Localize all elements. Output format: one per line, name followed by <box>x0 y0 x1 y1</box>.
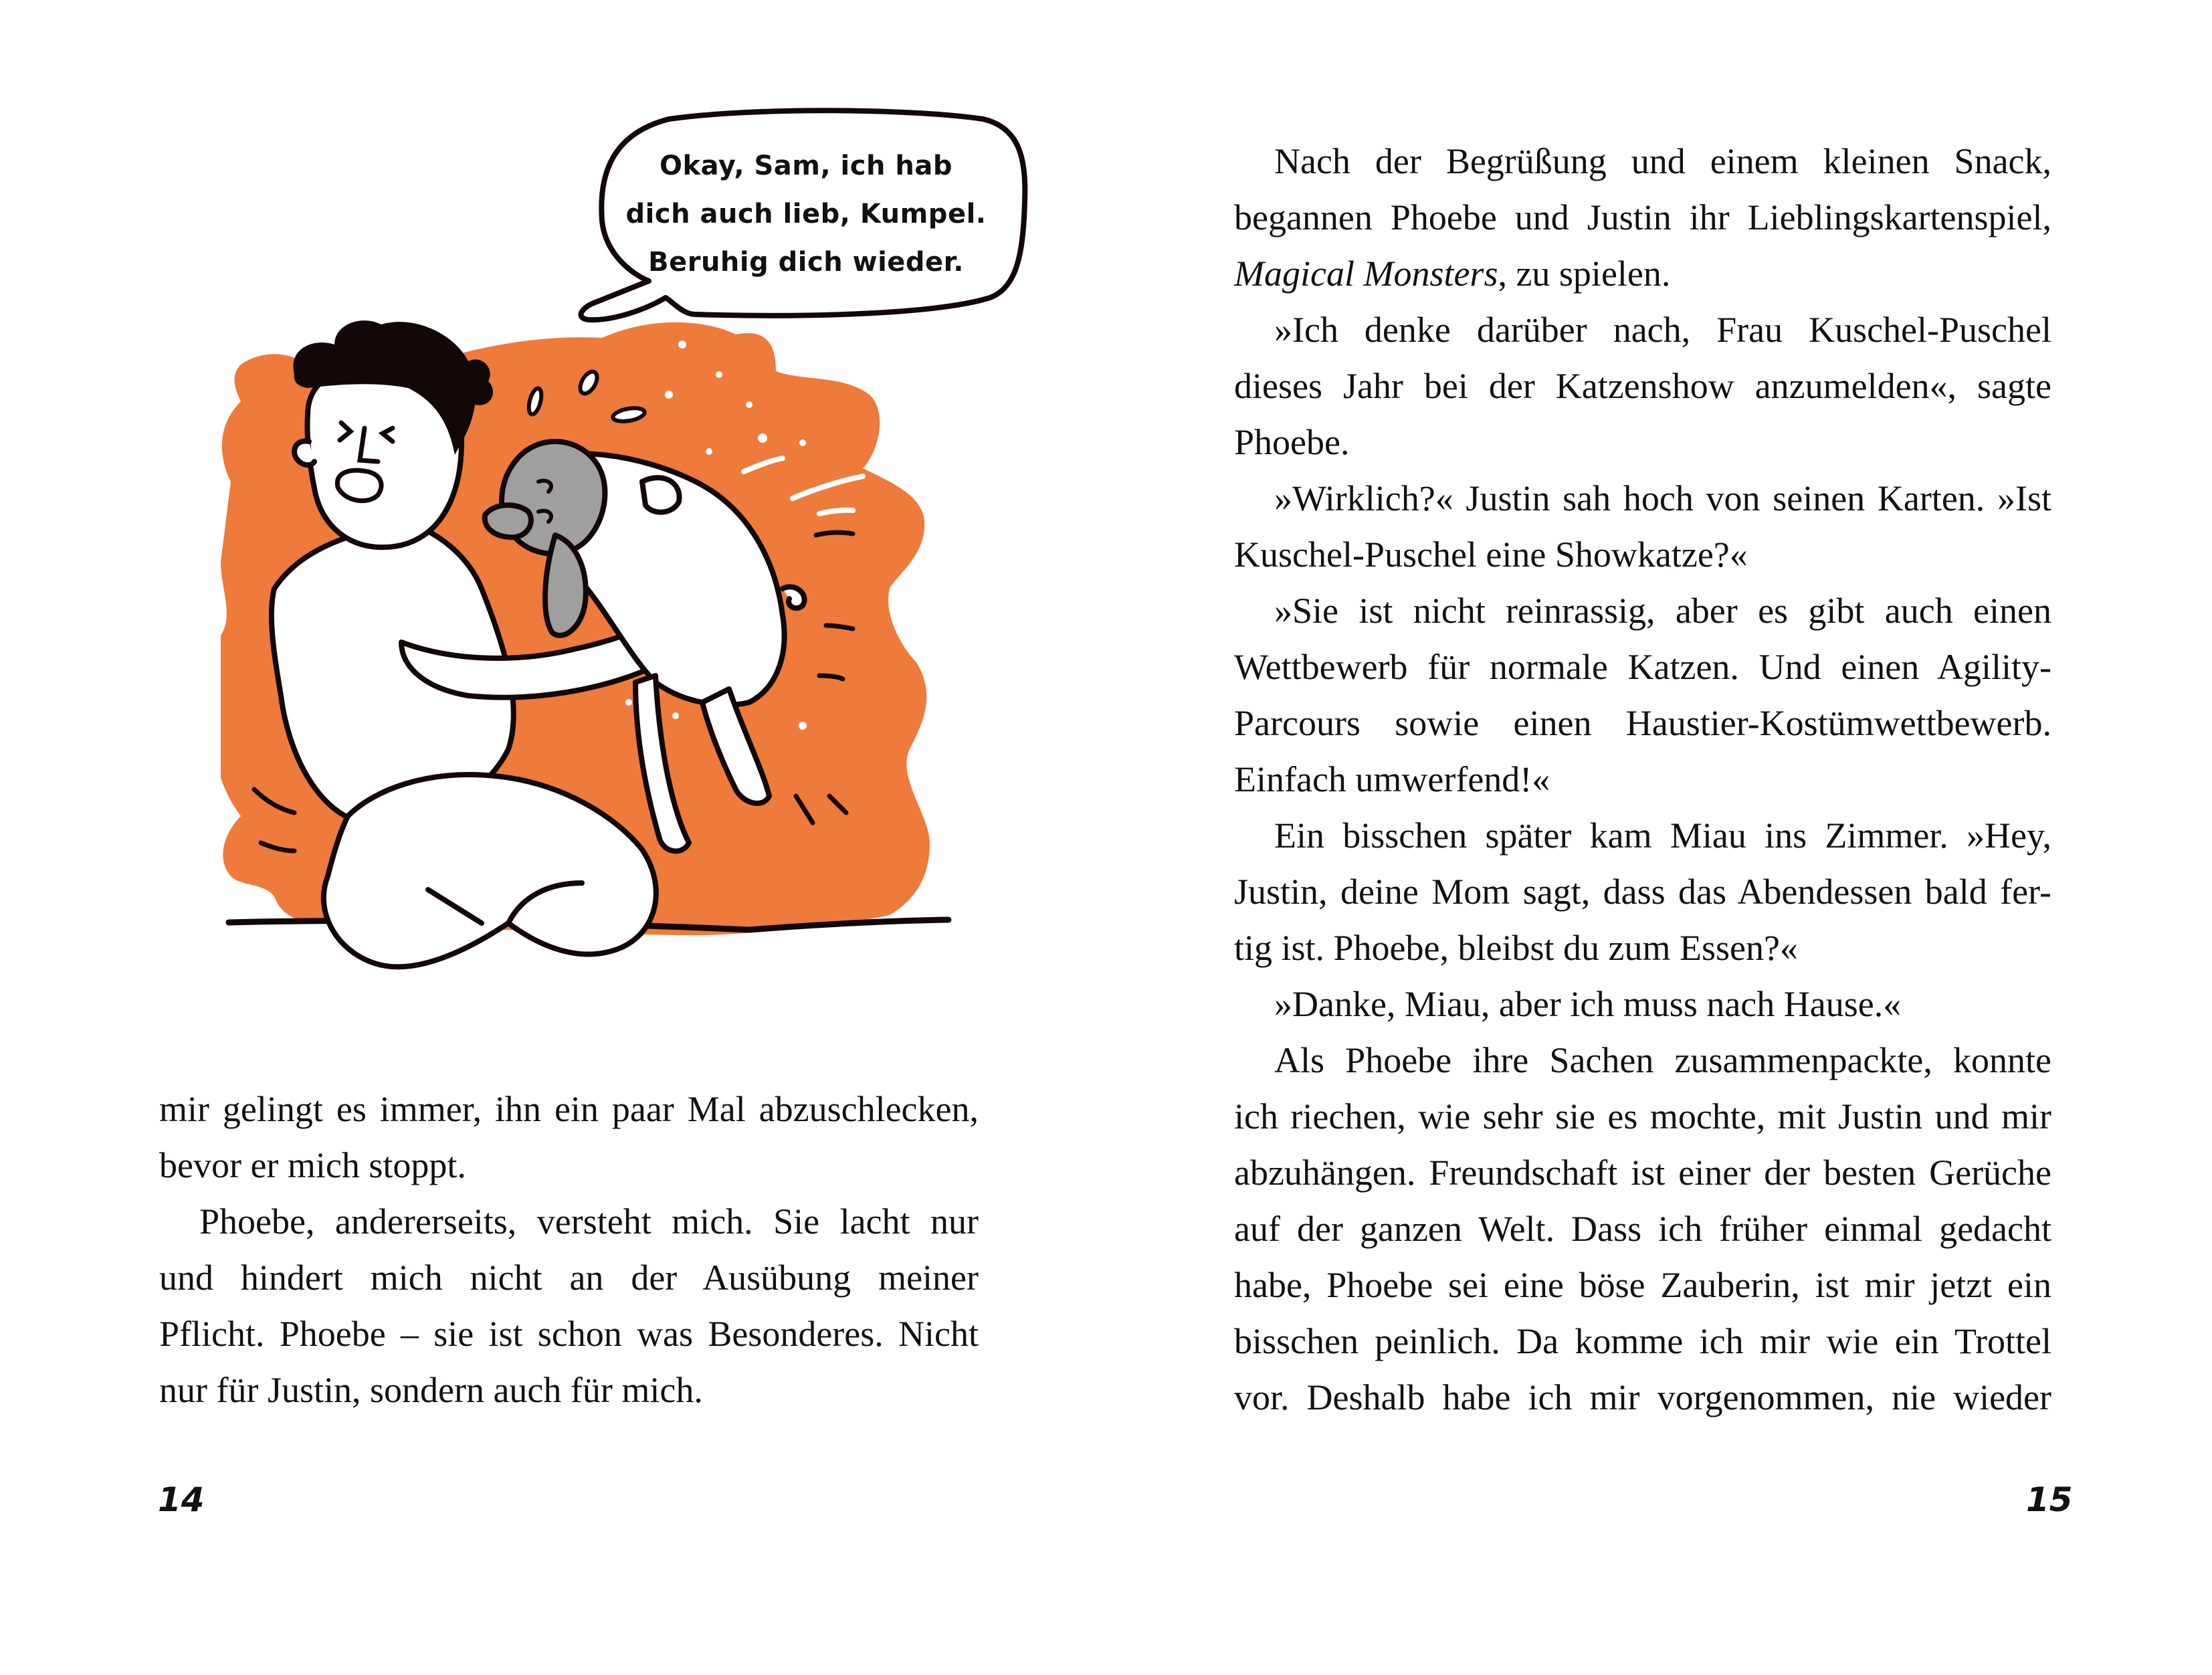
speech-bubble-text <box>605 142 1007 286</box>
text-line: Ein bisschen später kam Miau ins Zimmer. »Hey, <box>1274 815 2051 856</box>
left-page-body-text <box>159 1081 979 1418</box>
text-fragment: , zu spielen. <box>1498 254 1671 294</box>
text-line: Phoebe. <box>1234 422 1350 462</box>
text-line: »Ich denke darüber nach, Frau Kuschel-Puschel <box>1274 310 2051 350</box>
text-line: tig ist. Phoebe, bleibst du zum Essen?« <box>1234 928 1798 968</box>
speech-line-3: Beruhig dich wieder. <box>648 247 964 278</box>
text-line: Phoebe, andererseits, versteht mich. Sie lacht nur <box>199 1201 979 1242</box>
page-number-right: 15 <box>2026 1480 2073 1519</box>
right-page <box>1106 0 2212 1675</box>
text-line: abzuhängen. Freundschaft ist einer der besten Gerüche <box>1234 1153 2051 1193</box>
text-line: dieses Jahr bei der Katzenshow anzumelden«, sagte <box>1234 366 2051 406</box>
text-line: bevor er mich stoppt. <box>159 1145 466 1185</box>
speech-line-2: dich auch lieb, Kumpel. <box>625 199 987 229</box>
text-line: »Wirklich?« Justin sah hoch von seinen Karten. »Ist <box>1274 478 2051 518</box>
book-title-italic: Magical Monsters <box>1234 254 1498 294</box>
text-line: bisschen peinlich. Da komme ich mir wie ein Trottel <box>1234 1321 2051 1361</box>
speech-line-1: Okay, Sam, ich hab <box>660 151 952 181</box>
text-line: Pflicht. Phoebe – sie ist schon was Besonderes. Nicht <box>159 1314 979 1354</box>
text-line: begannen Phoebe und Justin ihr Lieblingskartenspiel, <box>1234 197 2051 237</box>
text-line: mir gelingt es immer, ihn ein paar Mal abzuschlecken, <box>159 1089 979 1129</box>
text-line: auf der ganzen Welt. Dass ich früher einmal gedacht <box>1234 1209 2051 1249</box>
page-number-left: 14 <box>158 1480 205 1519</box>
text-line: »Sie ist nicht reinrassig, aber es gibt auch einen <box>1274 591 2051 631</box>
text-line: Als Phoebe ihre Sachen zusammenpackte, konnte <box>1274 1040 2051 1080</box>
text-line: Kuschel-Puschel eine Showkatze?« <box>1234 534 1748 575</box>
text-line: nur für Justin, sondern auch für mich. <box>159 1370 703 1410</box>
text-line: vor. Deshalb habe ich mir vorgenommen, nie wieder <box>1234 1377 2051 1417</box>
text-line: habe, Phoebe sei eine böse Zauberin, ist mir jetzt ein <box>1234 1265 2051 1305</box>
text-line: Einfach umwerfend!« <box>1234 759 1550 799</box>
text-line: Justin, deine Mom sagt, dass das Abendessen bald fer- <box>1234 872 2051 912</box>
text-line: Nach der Begrüßung und einem kleinen Snack, <box>1274 141 2051 181</box>
right-page-body-text <box>1234 133 2051 1425</box>
text-line: Wettbewerb für normale Katzen. Und einen Agility- <box>1234 647 2051 687</box>
text-line-with-title <box>1234 245 2051 302</box>
text-line: und hindert mich nicht an der Ausübung meiner <box>159 1258 979 1298</box>
text-line: »Danke, Miau, aber ich muss nach Hause.« <box>1274 984 1902 1024</box>
text-line: ich riechen, wie sehr sie es mochte, mit Justin und mir <box>1234 1096 2051 1137</box>
text-line: Parcours sowie einen Haustier-Kostümwettbewerb. <box>1234 703 2051 743</box>
